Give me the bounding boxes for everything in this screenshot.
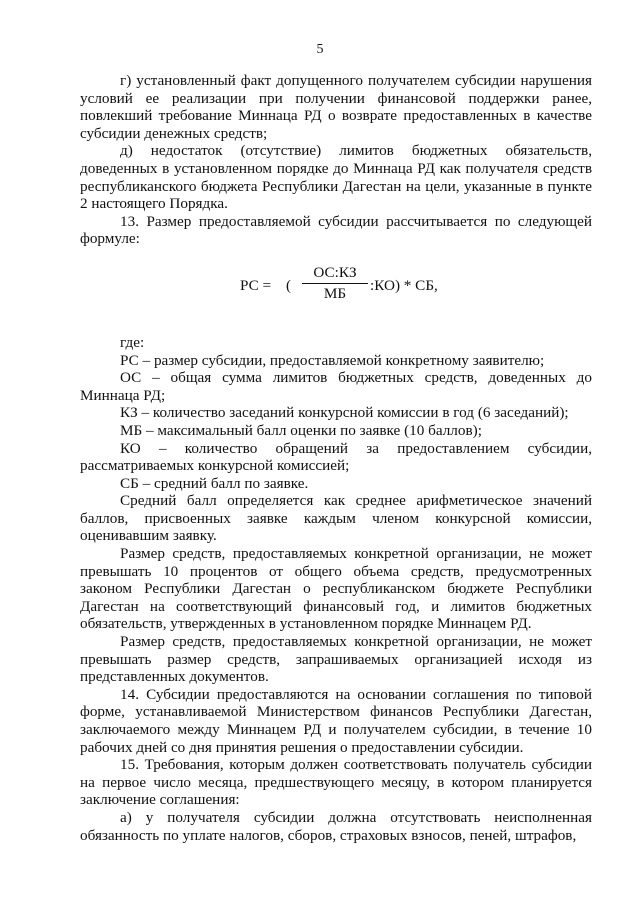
where-label: где: — [120, 333, 145, 351]
definition-ko: КО – количество обращений за предоставлением субсидии, рассматриваемых конкурсной комиссией; — [80, 439, 592, 475]
paragraph-15: 15. Требования, которым должен соответствовать получатель субсидии на первое число месяца, предшествующего месяцу, в котором планируется заключение соглашения: — [80, 756, 592, 809]
paragraph-13: 13. Размер предоставляемой субсидии рассчитывается по следующей формуле: — [80, 212, 592, 248]
definition-rs: РС – размер субсидии, предоставляемой конкретному заявителю; — [120, 351, 545, 369]
subsidy-formula — [80, 248, 592, 334]
paragraph-15a: а) у получателя субсидии должна отсутствовать неисполненная обязанность по уплате налогов, сборов, страховых взносов, пеней, штрафов, — [80, 808, 592, 844]
definition-mb: МБ – максимальный балл оценки по заявке (10 баллов); — [120, 421, 482, 439]
paragraph-limit-10-percent: Размер средств, предоставляемых конкретной организации, не может превышать 10 процентов от общего объема средств, предусмотренных законом Республики Дагестан о республиканском бюджете Республики Дагестан на соответствующий финансовый год, и лимитов бюджетных обязательств, утвержденных в установленном порядке Миннацем РД. — [80, 545, 592, 633]
formula-numerator: ОС:КЗ — [302, 264, 368, 284]
definition-kz: КЗ – количество заседаний конкурсной комиссии в год (6 заседаний); — [120, 404, 569, 422]
paragraph-limit-requested: Размер средств, предоставляемых конкретной организации, не может превышать размер средств, запрашиваемых организацией исходя из представленных документов. — [80, 633, 592, 686]
formula-rest: :КО) * СБ, — [370, 276, 438, 294]
formula-fraction — [302, 264, 368, 302]
paragraph-d: д) недостаток (отсутствие) лимитов бюджетных обязательств, доведенных в установленном порядке до Миннаца РД как получателя средств республиканского бюджета Республики Дагестан на цели, указанные в пункте 2 настоящего Порядка. — [80, 142, 592, 213]
page-number: 5 — [316, 42, 324, 57]
formula-denominator: МБ — [323, 284, 347, 302]
paragraph-average-score: Средний балл определяется как среднее арифметическое значений баллов, присвоенных заявке каждым членом конкурсной комиссии, оценивавшим заявку. — [80, 492, 592, 545]
definition-sb: СБ – средний балл по заявке. — [120, 474, 309, 492]
document-body — [80, 72, 592, 844]
paragraph-g: г) установленный факт допущенного получателем субсидии нарушения условий ее реализации при получении финансовой поддержки ранее, повлекший требование Миннаца РД о возврате предоставленных в качестве субсидии денежных средств; — [80, 72, 592, 142]
paragraph-14: 14. Субсидии предоставляются на основании соглашения по типовой форме, устанавливаемой Министерством финансов Республики Дагестан, заключаемого между Миннацем РД и получателем субсидии, в течение 10 рабочих дней со дня принятия решения о предоставлении субсидии. — [80, 685, 592, 756]
definition-os: ОС – общая сумма лимитов бюджетных средств, доведенных до Миннаца РД; — [80, 369, 592, 404]
formula-open-paren: ( — [286, 276, 292, 294]
formula-lhs: РС = — [240, 276, 272, 294]
